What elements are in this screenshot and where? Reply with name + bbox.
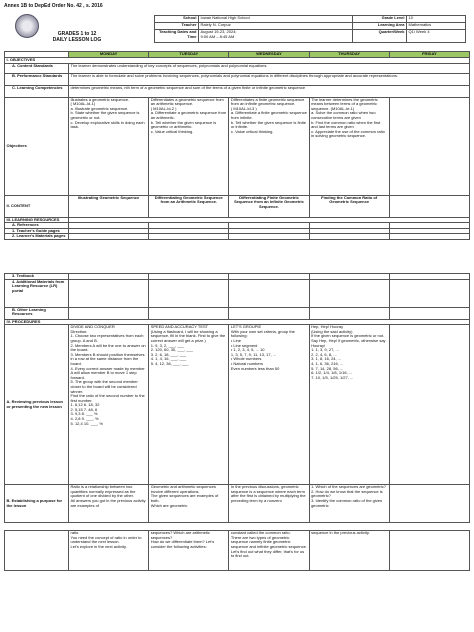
reviewing-monday: DIVIDE AND CONQUER Direction: 1. Choose two representatives from each group. A and B. 2. Members A will be the one to answer on the board. 3. Members B should position themselves in a row at the same distance from the board. 4. Every correct answer made by member A will allow member B to move 1 step forward. 5. The group with the second member closer to the board will be considered winner. Find the ratio of the second number to the first number. 1. 6,12 6. 18, 32 2. 5,15 7. 48, 6 3. 9,3 8. ___ % 4. 2,8 9. ___, % 5. 12,4 10. ___, %: [69, 325, 149, 485]
annex-label: Annex 1B to DepEd Order No. 42 , s. 2016: [4, 3, 103, 9]
reviewing-label: A. Reviewing previous lesson or presenting the new lesson: [5, 325, 69, 485]
performance-standards-text: The learner is able to formulate and solve problems involving sequences, polynomials and polynomial equations in different disciplines through appropriate and accurate representations.: [69, 73, 470, 85]
grade-label: Grade Level: [353, 16, 407, 23]
performance-standards-label: B. Performance Standards: [5, 73, 69, 85]
dll-title: [38, 31, 116, 43]
dates-label: Teaching Dates and Time: [155, 30, 199, 43]
additional-materials-label: 4. Additional Materials from Learning Resource (LR) portal: [5, 279, 69, 307]
competencies-text: determines geometric means, nth term of a geometric sequence and sum of the terms of a given finite or infinite geometric sequence: [69, 85, 470, 97]
quarter-value: Q1/ Week 4: [407, 30, 466, 43]
content-thursday: Finding the Common Ratio of Geometric Sequence: [309, 195, 389, 217]
day-friday: FRIDAY: [389, 52, 469, 58]
textbook-label: 3. Textbook: [5, 274, 69, 280]
purpose-cont-thursday: sequence in the previous activity.: [309, 531, 389, 571]
day-wednesday: WEDNESDAY: [229, 52, 309, 58]
objectives-thursday: The learner determines the geometric means between terms of a geometric sequence. (M10AL-Ie-1) a. Solve the common ratio when two consecutive terms are given b. Find the common ratio when the first and last terms are given c. Appreciate the use of the common ratio in solving geometric sequence.: [309, 97, 389, 195]
competencies-label: C. Learning Competencies: [5, 85, 69, 97]
purpose-cont-friday: [389, 531, 469, 571]
objectives-wednesday: Differentiates a finite geometric sequence from an infinite geometric sequence. ( M10AL-Id-3 ) a. Differentiate a finite geometric sequence from infinite. b. Tell whether the given sequence is finite or infinite. c. Value critical thinking.: [229, 97, 309, 195]
reviewing-thursday: Hep, Hep! Hooray (Using the said activity) If the given sequence is geometric or not. Say Hep, Hep! if geometric, otherwise say Hooray! 1. 1, 3, 9, 27, ... 2. 2, 4, 6, 8, ... 3. 1, 8, 16, 24, ... 4. 1, 6, 36, 216, ... 5. 7, 14, 28, 56, ... 6. 1/2, 1/4, 1/8, 1/16, ... 7. 10, 1/5, 1/25, 1/27, ...: [309, 325, 389, 485]
purpose-thursday: 1. Which of the sequences are geometric? 2. How do we know that the sequence is geometric? 3. Identify the common ratio of the given geometric: [309, 485, 389, 523]
content-monday: Illustrating Geometric Sequence: [69, 195, 149, 217]
day-tuesday: TUESDAY: [149, 52, 229, 58]
purpose-cont-tuesday: sequences? Which are arithmetic sequences? How do we differentiate them? Let's consider the following activities:: [149, 531, 229, 571]
objectives-monday: Illustrates a geometric sequence. ( M10AL-Id-1) a. Illustrate geometric sequence. b. State whether the given sequence is geometric or not. c. Develop explorative skills in doing each task.: [69, 97, 149, 195]
time-text: 9:00 AM – 8:45 AM: [200, 33, 235, 39]
reviewing-tuesday: SPEED AND ACCURACY TEST (Using a flashcard, I will be showing a sequence, fill in the blank. First to give the correct answer will get a prize.) 1. 9, 3, 2, ___, ___ 2. 120, 60, 30, ___, ___ 3. 2, 6, 18, ___, ___ 4. 1, 4, 16, ___, ___ 5. 4, 12, 36, ___, ___: [149, 325, 229, 485]
content-tuesday: Differentiating Geometric Sequence from an Arithmetic Sequence.: [149, 195, 229, 217]
purpose-label: B. Establishing a purpose for the lesson: [5, 485, 69, 523]
reviewing-wednesday: LET'S GROUPIE With your own set criteria, group the following: • Line • Line segment • 1, 2, 3, 4, 5, ... 10 1, 3, 5, 7, 9, 11, 13, 17, ... • Whole numbers • Natural numbers Even numbers less than 50: [229, 325, 309, 485]
area-label: Learning Area: [353, 23, 407, 30]
quarter-label: Quarter/Week: [353, 30, 407, 43]
school-value: Iowan National High School: [199, 16, 353, 23]
dates-value: [199, 30, 353, 43]
content-standards-label: A. Content Standards: [5, 63, 69, 73]
objectives-tuesday: Differentiates a geometric sequence from an arithmetic sequence. ( M10AL-Id-2 ) a. Differentiate a geometric sequence from an arithmetic. b. Tell whether the given sequence is geometric or arithmetic. c. Value critical thinking.: [149, 97, 229, 195]
lesson-grid-bottom: [4, 273, 470, 571]
purpose-monday: Ratio is a relationship between two quantities normally expressed as the quotient of one divided by the other. All answers you got in the previous activity are examples of: [69, 485, 149, 523]
learning-resources-label: III. LEARNING RESOURCES: [5, 217, 69, 223]
dll-title-line1: GRADES 1 to 12: [57, 31, 97, 37]
reviewing-friday: [389, 325, 469, 485]
teacher-label: Teacher: [155, 23, 199, 30]
day-thursday: THURSDAY: [309, 52, 389, 58]
content-standards-text: The learner demonstrates understanding of key concepts of sequences, polynomials and polynomial equations.: [69, 63, 470, 73]
learners-materials-label: 2. Learner's Materials pages: [5, 234, 69, 240]
dates-text: August 19-23, 2024;: [200, 29, 237, 34]
objectives-label: Objectives: [5, 97, 69, 195]
objectives-friday: [389, 97, 469, 195]
purpose-cont-wednesday: constant called the common ratio. There are two types of geometric sequence namely finite geometric sequence and infinite geometric sequence. Let's find out what they differ, that's for us to find out.: [229, 531, 309, 571]
page-break: [4, 265, 470, 273]
teachers-guide-label: 1. Teacher's Guide pages: [5, 228, 69, 234]
purpose-cont-monday: ratio. You need the concept of ratio in order to understand the next lesson. Let's explore in the next activity.: [69, 531, 149, 571]
purpose-wednesday: In the previous discussions, geometric sequence is a sequence where each term after the first is obtained by multiplying the preceding term by a nonzero: [229, 485, 309, 523]
references-label: A. References: [5, 223, 69, 229]
purpose-friday: [389, 485, 469, 523]
procedures-heading: IV. PROCEDURES: [5, 319, 470, 325]
content-label: II. CONTENT: [5, 195, 69, 217]
deped-seal-logo: [15, 14, 39, 38]
header-table: [154, 15, 466, 43]
purpose-tuesday: Geometric and arithmetic sequences involve different operations. The given sequences are examples of both. Which are geometric: [149, 485, 229, 523]
other-resources-label: B. Other Learning Resources: [5, 307, 69, 319]
objectives-heading: I. OBJECTIVES: [5, 58, 470, 64]
school-label: School: [155, 16, 199, 23]
lesson-grid-top: [4, 51, 470, 240]
content-friday: [389, 195, 469, 217]
area-value: Mathematics: [407, 23, 466, 30]
day-monday: MONDAY: [69, 52, 149, 58]
dll-title-line2: DAILY LESSON LOG: [52, 37, 102, 43]
teacher-value: Raiely N. Corpuz: [199, 23, 353, 30]
content-wednesday: Differentiating Finite Geometric Sequence from an Infinite Geometric Sequence.: [229, 195, 309, 217]
grade-value: 10: [407, 16, 466, 23]
